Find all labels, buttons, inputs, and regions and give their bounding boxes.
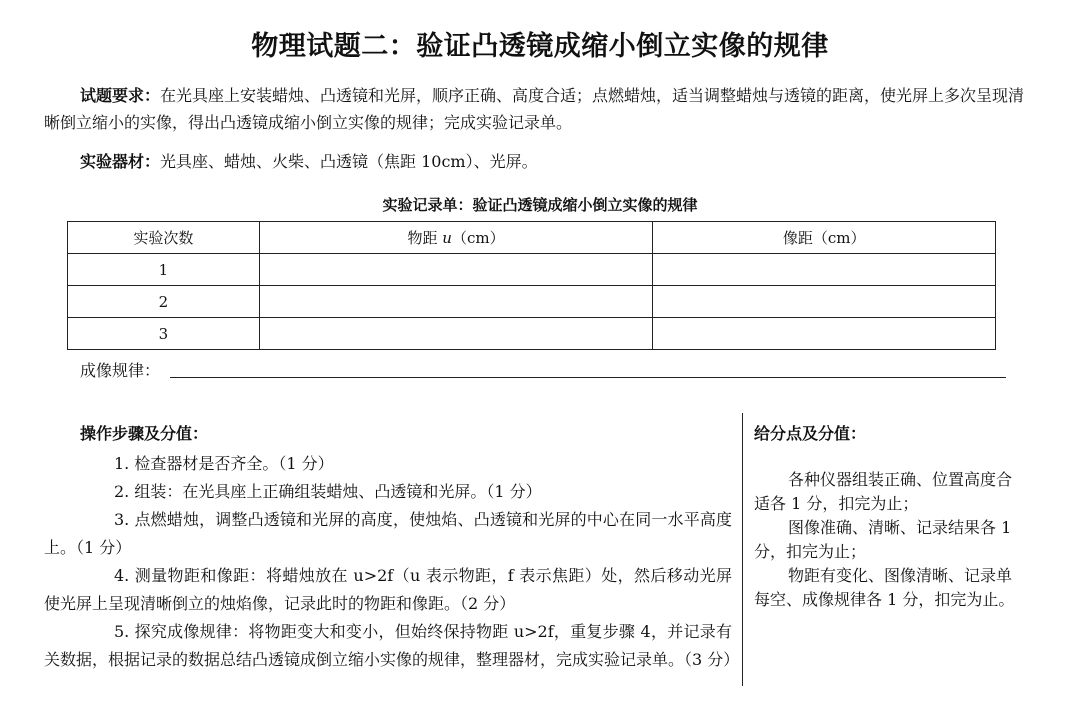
table-row — [68, 318, 996, 350]
header-object-distance — [259, 222, 653, 254]
materials-label: 实验器材： — [80, 152, 161, 171]
step-item: 3. 点燃蜡烛，调整凸透镜和光屏的高度，使烛焰、凸透镜和光屏的中心在同一水平高度上。（1 分） — [44, 510, 732, 557]
test-requirements — [44, 82, 1028, 136]
steps-heading: 操作步骤及分值： — [80, 424, 209, 443]
image-distance-cell[interactable] — [653, 286, 996, 318]
requirements-text: 在光具座上安装蜡烛、凸透镜和光屏，顺序正确、高度合适；点燃蜡烛，适当调整蜡烛与透镜的距离，使光屏上多次呈现清晰倒立缩小的实像，得出凸透镜成缩小倒立实像的规律；完成实验记录单。 — [44, 86, 1025, 132]
table-header-row — [68, 222, 996, 254]
scoring-points — [754, 420, 1020, 612]
record-caption: 实验记录单：验证凸透镜成缩小倒立实像的规律 — [382, 196, 698, 214]
header-image-distance: 像距（cm） — [653, 222, 996, 254]
step-item: 2. 组装：在光具座上正确组装蜡烛、凸透镜和光屏。（1 分） — [114, 482, 542, 501]
materials-text: 光具座、蜡烛、火柴、凸透镜（焦距 10cm）、光屏。 — [160, 152, 538, 171]
header-object-prefix: 物距 — [407, 229, 443, 247]
record-table — [67, 221, 996, 350]
table-row — [68, 254, 996, 286]
operation-steps — [44, 420, 740, 674]
trial-number: 1 — [68, 254, 260, 286]
equipment-list — [44, 148, 1028, 175]
scoring-item: 各种仪器组装正确、位置高度合适各 1 分，扣完为止； — [754, 470, 1013, 513]
table-row — [68, 286, 996, 318]
object-distance-cell[interactable] — [259, 286, 653, 318]
step-item: 5. 探究成像规律：将物距变大和变小，但始终保持物距 u>2f，重复步骤 4，并记录有关数据，根据记录的数据总结凸透镜成倒立缩小实像的规律，整理器材，完成实验记录单。（3 分） — [44, 622, 740, 669]
object-distance-cell[interactable] — [259, 254, 653, 286]
header-object-unit: （cm） — [451, 229, 505, 247]
image-distance-cell[interactable] — [653, 318, 996, 350]
requirements-label: 试题要求： — [80, 86, 161, 105]
scoring-item: 物距有变化、图像清晰、记录单每空、成像规律各 1 分，扣完为止。 — [754, 566, 1015, 609]
header-object-var: u — [442, 229, 452, 247]
imaging-rule-answer-line[interactable] — [170, 377, 1006, 378]
header-trial: 实验次数 — [68, 222, 260, 254]
trial-number: 3 — [68, 318, 260, 350]
scoring-heading: 给分点及分值： — [754, 424, 867, 443]
step-item: 4. 测量物距和像距：将蜡烛放在 u>2f（u 表示物距，f 表示焦距）处，然后移动光屏使光屏上呈现清晰倒立的烛焰像，记录此时的物距和像距。（2 分） — [44, 566, 732, 613]
column-divider — [742, 413, 743, 686]
page-title: 物理试题二：验证凸透镜成缩小倒立实像的规律 — [251, 31, 829, 62]
object-distance-cell[interactable] — [259, 318, 653, 350]
scoring-item: 图像准确、清晰、记录结果各 1 分，扣完为止； — [754, 518, 1012, 561]
trial-number: 2 — [68, 286, 260, 318]
step-item: 1. 检查器材是否齐全。（1 分） — [114, 454, 334, 473]
imaging-rule-label: 成像规律： — [80, 361, 161, 380]
image-distance-cell[interactable] — [653, 254, 996, 286]
